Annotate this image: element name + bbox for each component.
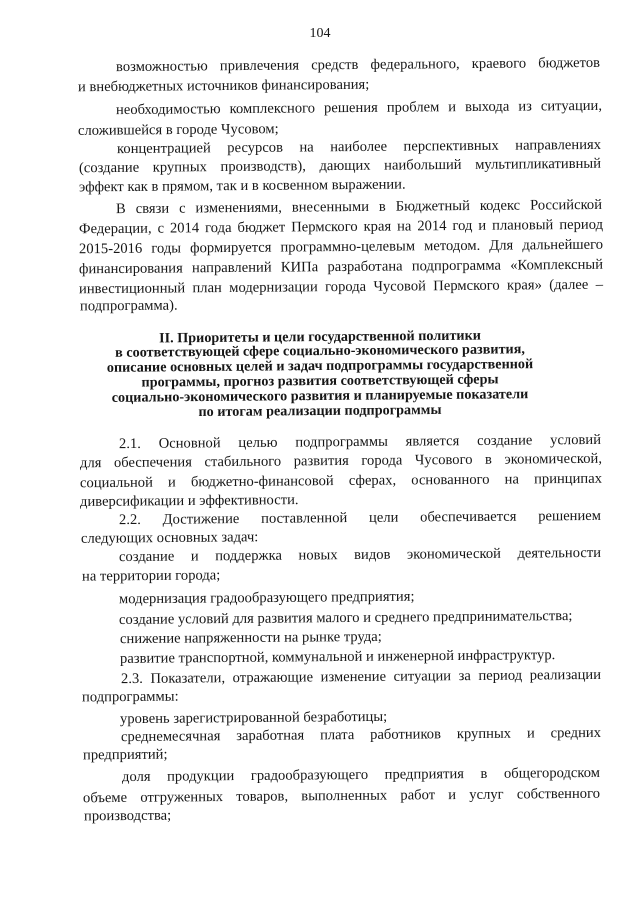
section-heading-line: по итогам реализации подпрограммы [198, 401, 442, 421]
text-line: финансирования направлений КИПа разработана подпрограмма «Комплексный [78, 256, 604, 278]
text-line: предприятий; [82, 746, 168, 764]
text-line: возможностью привлечения средств федерального, краевого бюджетов [115, 54, 601, 76]
text-line: на территории города; [81, 567, 221, 585]
section-heading-line: в соответствующей сфере социально-экономического развития, [115, 341, 525, 361]
text-line: Федерации, с 2014 года бюджет Пермского края на 2014 год и плановый период [78, 216, 604, 238]
section-heading-line: социально-экономического развития и планируемые показатели [111, 386, 529, 406]
text-line: эффект как в прямом, так и в косвенном выражении. [78, 176, 406, 196]
text-line: подпрограмма). [79, 297, 178, 315]
text-line: модернизация градообразующего предприятия; [118, 588, 415, 608]
text-line: диверсификации и эффективности. [79, 492, 299, 510]
section-heading-line: программы, прогноз развития соответствующей сферы [141, 371, 499, 391]
text-line: подпрограммы: [81, 688, 179, 706]
text-line: следующих основных задач: [80, 529, 259, 547]
text-line: объеме отгруженных товаров, выполненных работ и услуг собственного [82, 785, 601, 807]
text-line: (создание крупных производств), дающих наибольший мультипликативный [78, 155, 602, 177]
text-line: для обеспечения стабильного развития города Чусового в экономической, [79, 450, 603, 472]
text-line: инвестиционный план модернизации города Чусовой Пермского края» (далее – [78, 276, 604, 298]
text-line: создание условий для развития малого и среднего предпринимательства; [118, 608, 573, 628]
text-line: сложившейся в городе Чусовом; [77, 121, 279, 139]
text-line: 2.1. Основной целью подпрограммы является создание условий [118, 431, 602, 453]
text-line: 2.2. Достижение поставленной цели обеспечивается решением [118, 507, 602, 529]
page-number: 104 [309, 26, 331, 41]
text-line: развитие транспортной, коммунальной и инженерной инфраструктур. [119, 647, 556, 667]
section-heading-line: описание основных целей и задач подпрограммы государственной [106, 356, 534, 376]
text-line: доля продукции градообразующего предприятия в общегородском [121, 764, 601, 786]
text-line: создание и поддержка новых видов экономической деятельности [118, 544, 602, 566]
text-line: необходимостью комплексного решения проблем и выхода из ситуации, [115, 97, 603, 119]
text-line: уровень зарегистрированной безработицы; [119, 708, 388, 728]
text-line: концентрацией ресурсов на наиболее перспективных направлениях [116, 136, 602, 158]
text-line: среднемесячная заработная плата работников крупных и средних [120, 724, 602, 746]
text-line: снижение напряженности на рынке труда; [119, 628, 382, 648]
text-line: социальной и бюджетно-финансовой сферах, основанного на принципах [79, 470, 603, 492]
text-line: В связи с изменениями, внесенными в Бюджетный кодекс Российской [115, 196, 603, 218]
section-heading-line: II. Приоритеты и цели государственной политики [158, 327, 481, 347]
text-line: 2015-2016 годы формируется программно-целевым методом. Для дальнейшего [78, 236, 604, 258]
text-line: и внебюджетных источников финансирования; [77, 76, 370, 96]
text-line: производства; [83, 807, 172, 825]
text-line: 2.3. Показатели, отражающие изменение ситуации за период реализации [120, 666, 602, 688]
